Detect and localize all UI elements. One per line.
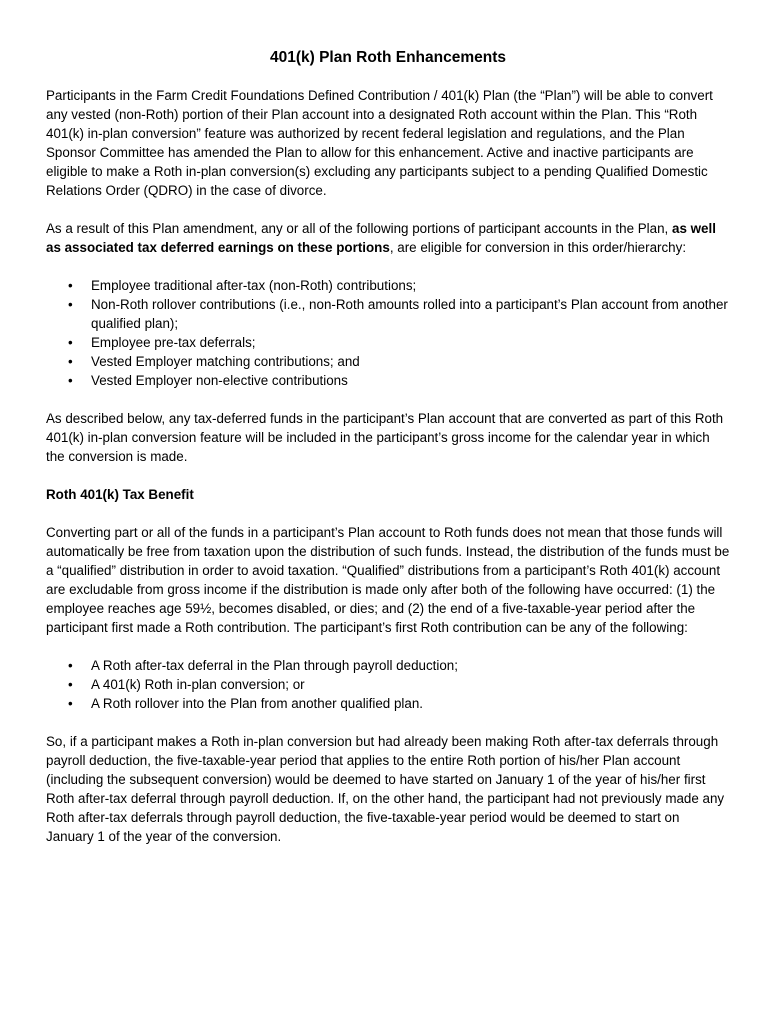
list-item bbox=[46, 352, 730, 371]
first-contribution-list bbox=[46, 656, 730, 713]
closing-paragraph: So, if a participant makes a Roth in-plan conversion but had already been making Roth after-tax deferrals through payroll deduction, the five-taxable-year period that applies to the entire Roth portion of his/her Plan account (including the subsequent conversion) would be deemed to have started on January 1 of the year of his/her first Roth after-tax deferral through payroll deduction. If, on the other hand, the participant had not previously made any Roth after-tax deferrals through payroll deduction, the five-taxable-year period would be deemed to start on January 1 of the year of the conversion. bbox=[46, 734, 725, 844]
list-item-text: A Roth after-tax deferral in the Plan through payroll deduction; bbox=[91, 658, 458, 673]
amendment-text-after: , are eligible for conversion in this order/hierarchy: bbox=[389, 240, 687, 255]
list-item bbox=[46, 276, 730, 295]
bullet-icon: • bbox=[68, 696, 73, 711]
list-item bbox=[46, 333, 730, 352]
list-item-text: Vested Employer non-elective contributions bbox=[91, 373, 348, 388]
list-item bbox=[46, 675, 730, 694]
bullet-icon: • bbox=[68, 278, 73, 293]
amendment-paragraph bbox=[46, 219, 730, 257]
list-item-text: A Roth rollover into the Plan from another qualified plan. bbox=[91, 696, 423, 711]
bullet-icon: • bbox=[68, 335, 73, 350]
amendment-text-bold: as well as associated tax deferred earnings on these portions bbox=[46, 221, 716, 255]
tax-benefit-heading: Roth 401(k) Tax Benefit bbox=[46, 487, 194, 502]
document-page bbox=[46, 48, 730, 865]
gross-income-paragraph: As described below, any tax-deferred funds in the participant’s Plan account that are converted as part of this Roth 401(k) in-plan conversion feature will be included in the participant’s gross income for the calendar year in which the conversion is made. bbox=[46, 411, 724, 464]
list-item-text: A 401(k) Roth in-plan conversion; or bbox=[91, 677, 305, 692]
list-item bbox=[46, 371, 730, 390]
amendment-text-before: As a result of this Plan amendment, any or all of the following portions of participant accounts in the Plan, bbox=[46, 221, 672, 236]
bullet-icon: • bbox=[68, 297, 73, 312]
list-item bbox=[46, 295, 730, 333]
list-item-text: Non-Roth rollover contributions (i.e., non-Roth amounts rolled into a participant’s Plan account from another qualified plan); bbox=[91, 297, 728, 331]
list-item bbox=[46, 694, 730, 713]
tax-benefit-paragraph: Converting part or all of the funds in a participant’s Plan account to Roth funds does not mean that those funds will automatically be free from taxation upon the distribution of such funds. Instead, the distribution of the funds must be a “qualified” distribution in order to avoid taxation. “Qualified” distributions from a participant’s Roth 401(k) account are excludable from gross income if the distribution is made only after both of the following have occurred: (1) the employee reaches age 59½, becomes disabled, or dies; and (2) the end of a five-taxable-year period after the participant first made a Roth contribution. The participant’s first Roth contribution can be any of the following: bbox=[46, 525, 730, 635]
intro-paragraph: Participants in the Farm Credit Foundations Defined Contribution / 401(k) Plan (the “Plan”) will be able to convert any vested (non-Roth) portion of their Plan account into a designated Roth account within the Plan. This “Roth 401(k) in-plan conversion” feature was authorized by recent federal legislation and regulations, and the Plan Sponsor Committee has amended the Plan to allow for this enhancement. Active and inactive participants are eligible to make a Roth in-plan conversion(s) excluding any participants subject to a pending Qualified Domestic Relations Order (QDRO) in the case of divorce. bbox=[46, 88, 713, 198]
list-item-text: Employee traditional after-tax (non-Roth) contributions; bbox=[91, 278, 417, 293]
list-item-text: Vested Employer matching contributions; and bbox=[91, 354, 360, 369]
bullet-icon: • bbox=[68, 373, 73, 388]
list-item-text: Employee pre-tax deferrals; bbox=[91, 335, 256, 350]
list-item bbox=[46, 656, 730, 675]
bullet-icon: • bbox=[68, 354, 73, 369]
document-title: 401(k) Plan Roth Enhancements bbox=[269, 49, 506, 66]
bullet-icon: • bbox=[68, 677, 73, 692]
bullet-icon: • bbox=[68, 658, 73, 673]
eligible-portions-list bbox=[46, 276, 730, 390]
